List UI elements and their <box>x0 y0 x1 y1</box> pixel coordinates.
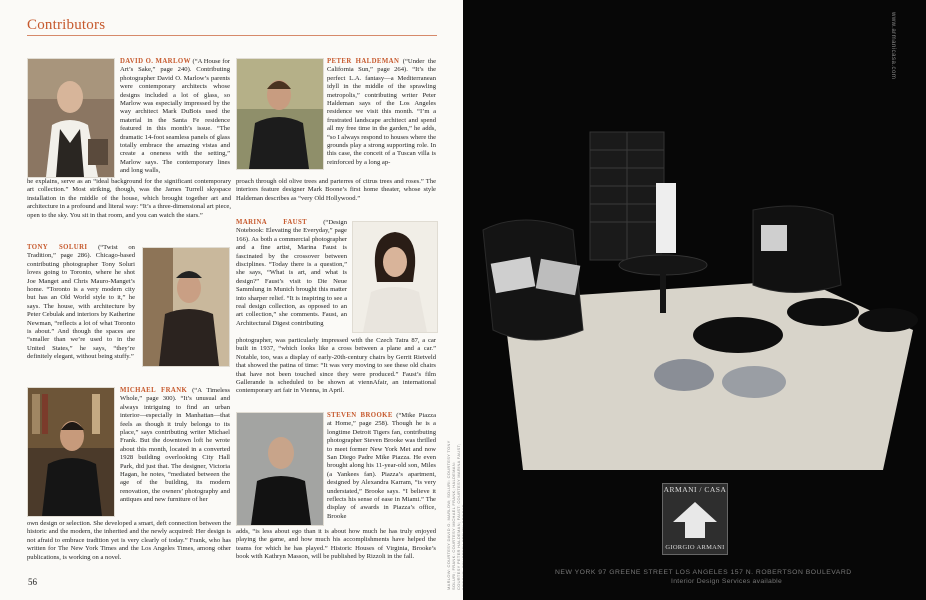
bio-steven-brooke-cont: adds, “is less about ego than it is about how much he has truly enjoyed playing the game, and how much his accomplishments have helped the teams for which he has played.” Historic Houses of Virginia, Brooke’s book with Kathryn Masson, will be published by Rizzoli in the fall. <box>236 528 436 561</box>
bio-marina-faust: MARINA FAUST (“Design Notebook: Elevating the Everyday,” page 166). As both a commercial photographer and a fine artist, Marina Faust is fascinated by the crossover between disciplines. “Today there is a question,” she says, “What is art, and what is design?” Faust’s visit to Die Neue Sammlung in Munich brought this matter into sharper relief. “It is inspiring to see a real design collection, as opposed to an art collection,” she comments. Faust, an Architectural Digest contributing <box>236 219 347 327</box>
contributor-name: PETER HALDEMAN <box>327 58 400 65</box>
bio-michael-frank-cont: own design or selection. She developed a smart, deft connection between the historic and the modern, the inherited and the newly acquired: Her design is not afraid to embrace tradition yet is very clearly of today.” Frank, who has written for The New York Times and the Los Angeles Times, among other publications, is working on a novel. <box>27 520 231 561</box>
services-note: Interior Design Services available <box>671 578 783 585</box>
logo-top-text: ARMANI / CASA <box>663 485 727 494</box>
title-rule <box>27 35 437 36</box>
bio-peter-haldeman: PETER HALDEMAN (“Under the California Sun,” page 264). “It’s the perfect L.A. fantasy—a Mediterranean idyll in the middle of the sprawling metropolis,” contributing writer Peter Haldeman says of the Los Angeles residence we visit this month. “I’m a frustrated landscape architect and spend all my free time in the garden,” he adds, “so I always respond to houses where the grounds play a strong supporting role. In this case, the conceit of a Tuscan villa is reinforced by a long ap- <box>327 58 436 166</box>
website-url: www.armanicasa.com <box>890 12 896 80</box>
store-addresses: NEW YORK 97 GREENE STREET LOS ANGELES 157 N. ROBERTSON BOULEVARD <box>555 569 852 576</box>
bio-david-marlow: DAVID O. MARLOW (“A House for Art’s Sake,” page 240). Contributing photographer David O. Marlow’s parents were contemporary architects whose designs included a lot of glass, so Marlow was especially impressed by the way architect Mark DuBois used the material in the Santa Fe residence featured in this month’s issue. “The dramatic 14-foot seamless panels of glass totally embrace the amazing vistas and create a oneness with the setting,” Marlow says. The contemporary lines and long walls, <box>120 58 230 175</box>
page-number: 56 <box>28 577 37 587</box>
photo-peter-haldeman <box>236 58 324 170</box>
contributor-name: STEVEN BROOKE <box>327 412 393 419</box>
section-title: Contributors <box>27 17 106 33</box>
bio-steven-brooke: STEVEN BROOKE (“Mike Piazza at Home,” page 258). Though he is a longtime Detroit Tigers fan, contributing photographer Steven Brooke was thrilled to meet former New York Met and now San Diego Padre Mike Piazza. He even brought along his 11-year-old son, Miles (a Yankees fan). Piazza’s apartment, designed by Alexandra Karram, “is very understated,” Brooke says. “I believe it reflects his sense of ease in Miami.” The display of awards in Piazza’s office, Brooke <box>327 412 437 520</box>
house-arrow-icon <box>663 496 727 542</box>
armani-casa-ad <box>463 0 926 600</box>
contributor-name: MICHAEL FRANK <box>120 387 188 394</box>
bio-michael-frank: MICHAEL FRANK (“A Timeless Whole,” page 300). “It’s unusual and always intriguing to find an urban interior—especially in Manhattan—that feels as though it truly belongs to its place,” says contributing writer Michael Frank. But the downtown loft he wrote about this month, located in a converted 1928 building overlooking City Hall Park, did just that. The designer, Victoria Hagan, he notes, “mediated between the age of the building, its modern renovation, the owners’ photography and antiques and new furniture of her <box>120 387 230 504</box>
bio-tony-soluri: TONY SOLURI (“Twist on Tradition,” page 286). Chicago-based contributing photographer Tony Soluri loves going to Toronto, where he shot Joe Manget and Chris Mauro-Manget’s home. “Toronto is a very modern city but has an Old World style to it,” he says. The house, with architecture by Peter Cebulak and interiors by Katherine Newman, “reflects a lot of what Toronto is about.” And though the spaces are “smaller than we’re used to in the United States,” he says, “they’re definitely elegant, without being stuffy.” <box>27 244 135 361</box>
bio-marina-faust-cont: photographer, was particularly impressed with the Czech Tatra 87, a car built in 1937, “which looks like a cross between a plane and a car.” Notable, too, was a display of early-20th-century chairs by Gerrit Rietveld that showed the patina of time: “It was very moving to see these old chairs that have not been touched since they were produced.” Faust’s film Gallerande is scheduled to be shown at viennAfair, an international contemporary art fair in Vienna, in April. <box>236 337 436 395</box>
contributor-name: MARINA FAUST <box>236 219 308 226</box>
contributor-name: DAVID O. MARLOW <box>120 58 191 65</box>
contributor-name: TONY SOLURI <box>27 244 88 251</box>
photo-steven-brooke <box>236 412 324 526</box>
armani-casa-logo <box>662 483 728 555</box>
photo-marina-faust <box>352 221 438 333</box>
photo-credits: MARLOW: COURTESY DAVID O. MARLOW; SOLURI: COURTESY TONY SOLURI; FRANK: COURTESY MICHAEL FRANK; HALDEMAN: COURTESY PETER HALDEMAN; FAUST: COURTESY MARINA FAUST; <box>446 440 461 590</box>
logo-bottom-text: GIORGIO ARMANI <box>665 544 725 551</box>
bio-peter-haldeman-cont: proach through old olive trees and parterres of citrus trees and roses.” The interiors feature designer Mark Boone’s first home theater, whose style Haldeman describes as “very Old Hollywood.” <box>236 178 436 202</box>
photo-tony-soluri <box>142 247 230 367</box>
bio-david-marlow-cont: he explains, serve as an “ideal background for the significant contemporary art collection.” Most striking, though, was the James Turrell skyspace installation in the middle of the house, which brought together art and architecture in a profound and literal way: “It’s a three-dimensional art piece, open to the sky. You sit in that room, and you can watch the stars.” <box>27 178 231 219</box>
photo-david-marlow <box>27 58 115 178</box>
photo-michael-frank <box>27 387 115 517</box>
